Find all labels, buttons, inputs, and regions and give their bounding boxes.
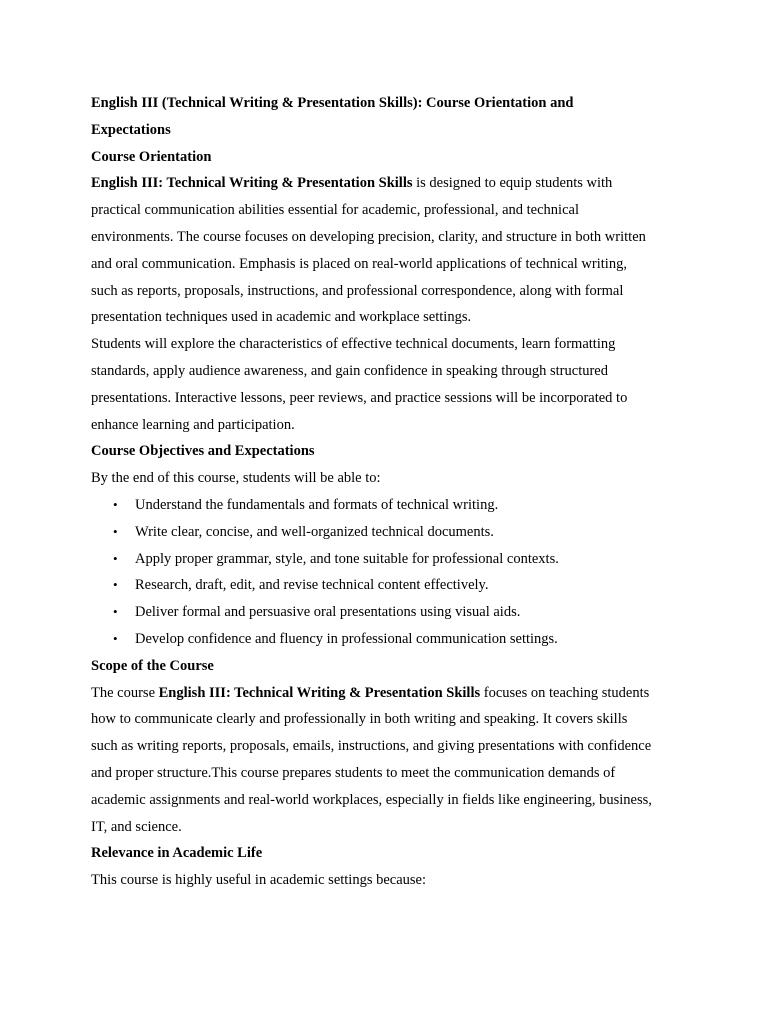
bullet-icon: •	[113, 496, 118, 512]
scope-heading: Scope of the Course	[91, 657, 214, 674]
list-item	[91, 626, 681, 653]
scope-p1-line-3: such as writing reports, proposals, emails, instructions, and giving presentations with confidence	[91, 738, 652, 755]
document-page	[91, 90, 681, 894]
bullet-icon: •	[113, 604, 118, 620]
relevance-heading: Relevance in Academic Life	[91, 845, 263, 862]
list-item-text: Develop confidence and fluency in professional communication settings.	[135, 630, 558, 647]
orientation-p1-line-4: and oral communication. Emphasis is placed on real-world applications of technical writing,	[91, 255, 627, 272]
orientation-p1-line-5: such as reports, proposals, instructions, and professional correspondence, along with formal	[91, 282, 624, 299]
orientation-p1-line-1-rest: is designed to equip students with	[412, 175, 613, 192]
orientation-p2-line-3: presentations. Interactive lessons, peer reviews, and practice sessions will be incorporated to	[91, 389, 628, 406]
orientation-p1-line-3: environments. The course focuses on developing precision, clarity, and structure in both written	[91, 228, 646, 245]
list-item	[91, 599, 681, 626]
document-title-line-1: English III (Technical Writing & Presentation Skills): Course Orientation and	[91, 95, 574, 111]
orientation-p2-line-1: Students will explore the characteristics of effective technical documents, learn formatting	[91, 336, 616, 353]
course-name-bold: English III: Technical Writing & Presentation Skills	[158, 684, 481, 701]
objectives-intro: By the end of this course, students will be able to:	[91, 470, 381, 487]
list-item	[91, 572, 681, 599]
bullet-icon: •	[113, 577, 118, 593]
objectives-list	[91, 492, 681, 653]
list-item-text: Research, draft, edit, and revise technical content effectively.	[135, 577, 489, 594]
orientation-p2-line-2: standards, apply audience awareness, and gain confidence in speaking through structured	[91, 362, 608, 379]
list-item-text: Understand the fundamentals and formats of technical writing.	[135, 496, 499, 513]
orientation-heading: Course Orientation	[91, 148, 212, 165]
list-item-text: Deliver formal and persuasive oral presentations using visual aids.	[135, 604, 521, 621]
list-item-text: Write clear, concise, and well-organized technical documents.	[135, 523, 494, 540]
orientation-p1-line-6: presentation techniques used in academic and workplace settings.	[91, 309, 472, 326]
scope-p1-line-4: and proper structure.This course prepares students to meet the communication demands of	[91, 764, 616, 781]
orientation-p1-line-1	[91, 170, 681, 197]
course-name-bold: English III: Technical Writing & Presentation Skills	[91, 175, 413, 192]
scope-p1-lead: The course	[91, 684, 159, 701]
list-item	[91, 546, 681, 573]
scope-p1-line-5: academic assignments and real-world workplaces, especially in fields like engineering, business,	[91, 791, 652, 808]
objectives-heading: Course Objectives and Expectations	[91, 443, 315, 460]
bullet-icon: •	[113, 630, 118, 646]
bullet-icon: •	[113, 523, 118, 539]
bullet-icon: •	[113, 550, 118, 566]
scope-p1-line-6: IT, and science.	[91, 818, 182, 835]
scope-p1-line-1-rest: focuses on teaching students	[480, 684, 650, 701]
scope-p1-line-2: how to communicate clearly and professionally in both writing and speaking. It covers skills	[91, 711, 628, 728]
list-item	[91, 519, 681, 546]
document-title-line-2: Expectations	[91, 121, 171, 138]
scope-p1-line-1	[91, 680, 681, 707]
list-item	[91, 492, 681, 519]
list-item-text: Apply proper grammar, style, and tone suitable for professional contexts.	[135, 550, 559, 567]
relevance-intro: This course is highly useful in academic settings because:	[91, 872, 427, 889]
orientation-p2-line-4: enhance learning and participation.	[91, 416, 295, 433]
orientation-p1-line-2: practical communication abilities essential for academic, professional, and technical	[91, 202, 579, 219]
